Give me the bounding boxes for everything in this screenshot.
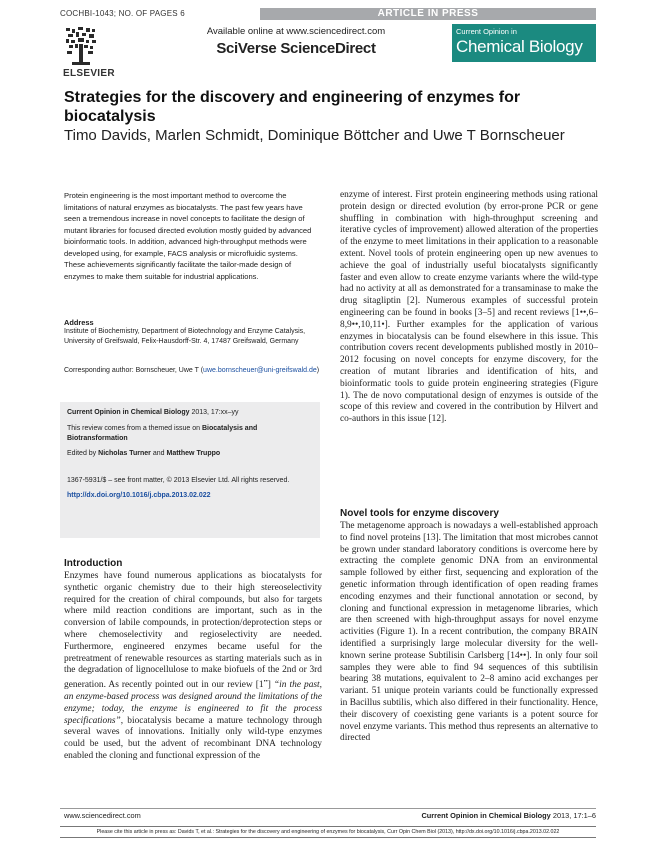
info-doi-link[interactable]: http://dx.doi.org/10.1016/j.cbpa.2013.02.022 <box>67 492 211 499</box>
footer-journal-name: Current Opinion in Chemical Biology <box>421 811 551 820</box>
info-theme-prefix: This review comes from a themed issue on <box>67 425 202 432</box>
corresponding-email-link[interactable]: uwe.bornscheuer@uni-greifswald.de <box>203 367 317 374</box>
article-authors: Timo Davids, Marlen Schmidt, Dominique Böttcher and Uwe T Bornscheuer <box>64 127 565 144</box>
available-online-text: Available online at www.sciencedirect.com <box>206 26 386 37</box>
info-edited-and: and <box>150 450 167 457</box>
info-edited-prefix: Edited by <box>67 450 99 457</box>
info-journal-name: Current Opinion in Chemical Biology <box>67 409 190 416</box>
elsevier-tree-logo-icon <box>64 26 98 66</box>
address-heading: Address <box>64 318 94 327</box>
info-editor-2: Matthew Truppo <box>166 450 221 457</box>
novel-tools-paragraph: The metagenome approach is nowadays a well-established approach to find novel proteins [13]. The limitation that most microbes cannot be grown under standard laboratory conditions is overcome here by extracting the complete genomic DNA from an environmental sample followed by either first, sequencing and exploration of the genetic information through identification of open reading frames encoding enzymes and their functional annotation or second, by cloning and functional expression in metagenome libraries, which are then screened with high-throughput assays for novel enzyme activities (Figure 1). In a recent contribution, the company BRAIN identified a surprisingly large molecular diversity for the well-known serine protease Subtilisin Carlsberg [14••]. In only four soil samples they were able to find 94 sequences of this subtilisin bearing 38 mutations, equivalent to 2–8 amino acid exchanges per variant. 51 unique protein variants could be functionally expressed in Bacillus subtilis, which also differed in their functionality. Hence, their discovery of coexisting gene variants is a potent source for novel enzyme variants. This method thus represents an alternative to directed <box>340 521 598 744</box>
footer-journal-info <box>360 811 596 820</box>
info-journal-line <box>67 408 313 418</box>
address-text: Institute of Biochemistry, Department of Biotechnology and Enzyme Catalysis, University of Greifswald, Felix-Hausdorff-Str. 4, 17487 Greifswald, Germany <box>64 328 306 345</box>
corresponding-close: ) <box>316 367 320 374</box>
intro-quote: “in the past, an enzyme-based process was designed around the limitations of the enzyme; today, the enzyme is engineered to fit the process specifications” <box>64 680 322 726</box>
intro-text-1b: ] <box>267 680 274 691</box>
journal-brand-small: Current Opinion in <box>456 27 517 36</box>
intro-text-1c: , biocatalysis became a mature technology through several waves of innovations. Initially only wild-type enzymes could be used, but the advent of recombinant DNA technology enabled the cloning and functional expression of the <box>64 715 322 762</box>
corresponding-author <box>64 366 320 376</box>
info-year-vol: 2013, 17:xx–yy <box>191 409 239 416</box>
article-info-box <box>60 402 320 538</box>
introduction-heading: Introduction <box>64 558 123 569</box>
corresponding-label: Corresponding author: Bornscheuer, Uwe T ( <box>64 367 204 374</box>
journal-brand-box <box>452 24 596 62</box>
footer-volume: 2013, 17:1–6 <box>550 811 596 820</box>
intro-ref-superscript: •• <box>263 679 268 686</box>
journal-brand-big: Chemical Biology <box>456 37 583 56</box>
intro-text-1: Enzymes have found numerous applications as biocatalysts for synthetic organic chemistry due to their high stereoselectivity required for the creation of chiral compounds, but also for targets where mild reaction conditions are important, such as in the conversion of labile compounds, in protection/deprotection steps or where chemoselectivity and regioselectivity are needed. Furthermore, engineered enzymes became useful for the pretreatment of renewable resources as starting materials such as in the degradation of lignocellulose to make biofuels of the 2nd or 3rd generation. As recently pointed out in our review [1 <box>64 571 322 691</box>
header-strip <box>60 8 596 20</box>
footer-rule <box>60 808 596 809</box>
running-head: COCHBI-1043; NO. OF PAGES 6 <box>60 9 185 18</box>
citation-bar: Please cite this article in press as: Davids T, et al.: Strategies for the discovery and engineering of enzymes for biocatalysis, Curr Opin Chem Biol (2013), http://dx.doi.org/10.1016/j.cbpa.2013.02.022 <box>60 826 596 838</box>
info-edited-line <box>67 449 313 459</box>
right-column-paragraph: enzyme of interest. First protein engineering methods using rational protein design or directed evolution (by error-prone PCR or gene shuffling in combination with high-throughput screening and iterative cycles of improvement) allowed alteration of the properties of the enzyme to meet limitations in their application to a reasonable extent. Novel tools of protein engineering open up new avenues to achieve the goal of industrially useful biocatalysts significantly faster and even allow to create enzyme variants where the wild-type had no activity at all as demonstrated for a transaminase to make the drug sitagliptin [2]. Numerous examples of successful protein engineering can be found in books [3–5] and recent reviews [1••,6–8,9••,10,11•]. Further examples for the application of various enzymes in biocatalysis can be found elsewhere in this issue. This contribution covers recent developments published mostly in 2010–2012 focusing on novel concepts for enzyme discovery, for the creation of mutant libraries and identification of hits, and bioinformatic tools to guide protein engineering strategies (Figure 1). The de novo computational design of enzymes is outside of the scope of this review and covered in the contribution by Hilvert and co-authors in this issue [12]. <box>340 190 598 425</box>
sciverse-wordmark: SciVerse ScienceDirect <box>216 40 376 57</box>
info-copyright: 1367-5931/$ – see front matter, © 2013 Elsevier Ltd. All rights reserved. <box>67 477 290 484</box>
abstract: Protein engineering is the most important method to overcome the limitations of natural enzymes as biocatalysts. The past few years have seen a tremendous increase in novel concepts to facilitate the design of mutant libraries for focused directed evolution mostly guided by advanced bioinformatic tools. In addition, advanced high-throughput methods were developed using, for example, FACS analysis or microfluidic systems. These achievements significantly facilitate the tailor-made design of enzymes to make them suitable for industrial applications. <box>64 191 312 281</box>
article-title: Strategies for the discovery and engineering of enzymes for biocatalysis <box>64 89 521 125</box>
novel-tools-heading: Novel tools for enzyme discovery <box>340 508 499 519</box>
footer-website[interactable]: www.sciencedirect.com <box>64 811 141 820</box>
info-theme: Biocatalysis and Biotransformation <box>67 425 258 442</box>
info-editor-1: Nicholas Turner <box>98 450 151 457</box>
info-theme-line <box>67 424 313 444</box>
introduction-body <box>64 571 322 763</box>
elsevier-wordmark: ELSEVIER <box>63 68 115 79</box>
article-in-press-banner: ARTICLE IN PRESS <box>260 8 596 20</box>
